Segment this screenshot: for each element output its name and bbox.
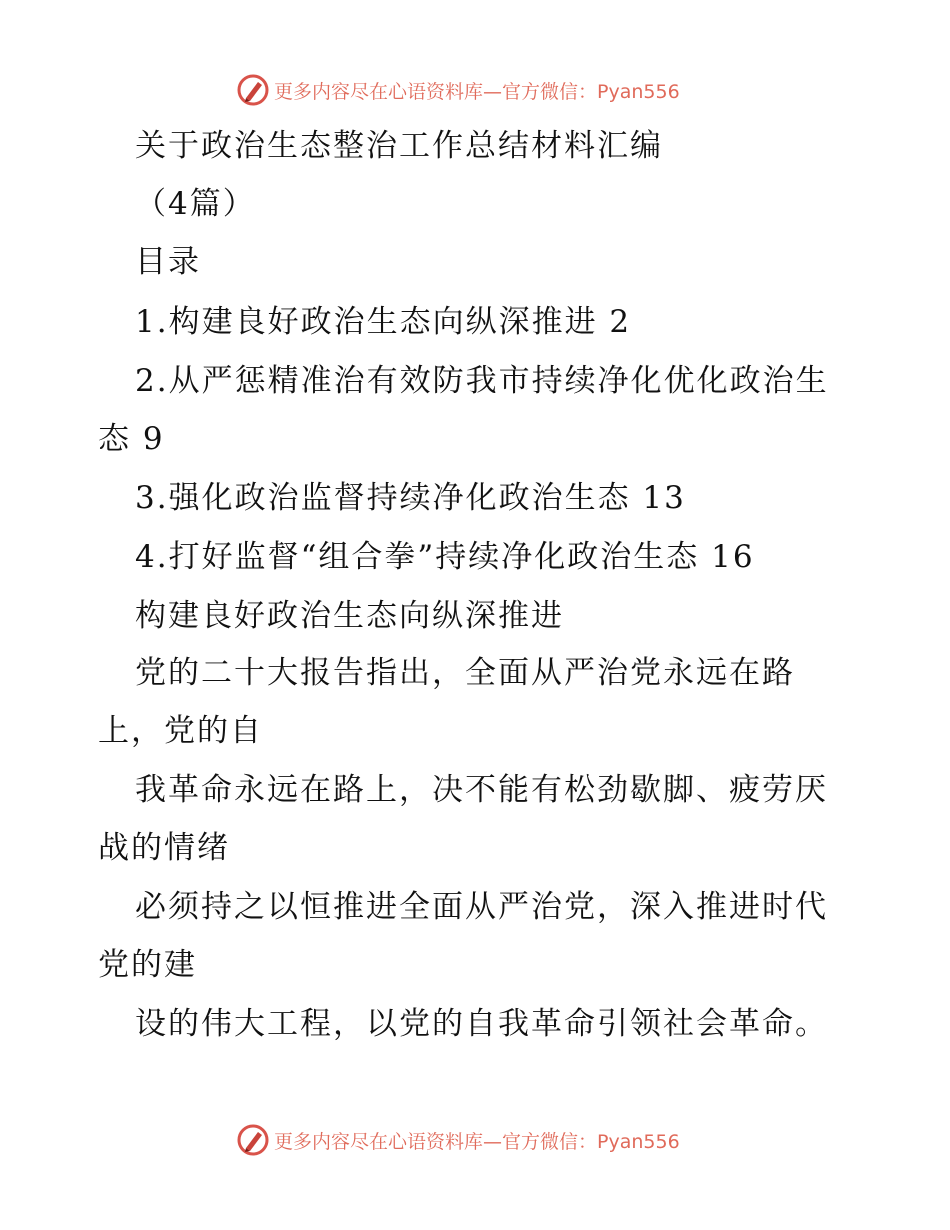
document-title: 关于政治生态整治工作总结材料汇编 xyxy=(135,128,663,164)
toc-item-continuation: 态 9 xyxy=(98,421,165,457)
toc-item: 4.打好监督“组合拳”持续净化政治生态 16 xyxy=(135,539,755,575)
toc-item: 3.强化政治监督持续净化政治生态 13 xyxy=(135,480,686,516)
watermark-text: 更多内容尽在心语资料库—官方微信：Pyan556 xyxy=(274,1130,680,1153)
toc-item: 1.构建良好政治生态向纵深推进 2 xyxy=(135,304,632,340)
watermark-text: 更多内容尽在心语资料库—官方微信：Pyan556 xyxy=(274,80,680,103)
pen-circle-icon xyxy=(236,1123,270,1157)
body-line: 党的二十大报告指出，全面从严治党永远在路 xyxy=(135,655,795,691)
body-line: 我革命永远在路上，决不能有松劲歇脚、疲劳厌 xyxy=(135,772,828,808)
section-title: 构建良好政治生态向纵深推进 xyxy=(135,598,564,634)
body-line: 战的情绪 xyxy=(98,830,230,866)
body-line: 党的建 xyxy=(98,947,197,983)
body-line: 设的伟大工程，以党的自我革命引领社会革命。 xyxy=(135,1006,828,1042)
document-count: （4篇） xyxy=(135,186,256,222)
body-line: 上，党的自 xyxy=(98,713,263,749)
toc-heading: 目录 xyxy=(135,244,201,280)
watermark-banner-bottom xyxy=(236,1122,680,1158)
toc-item: 2.从严惩精准治有效防我市持续净化优化政治生 xyxy=(135,363,829,399)
body-line: 必须持之以恒推进全面从严治党，深入推进时代 xyxy=(135,889,828,925)
